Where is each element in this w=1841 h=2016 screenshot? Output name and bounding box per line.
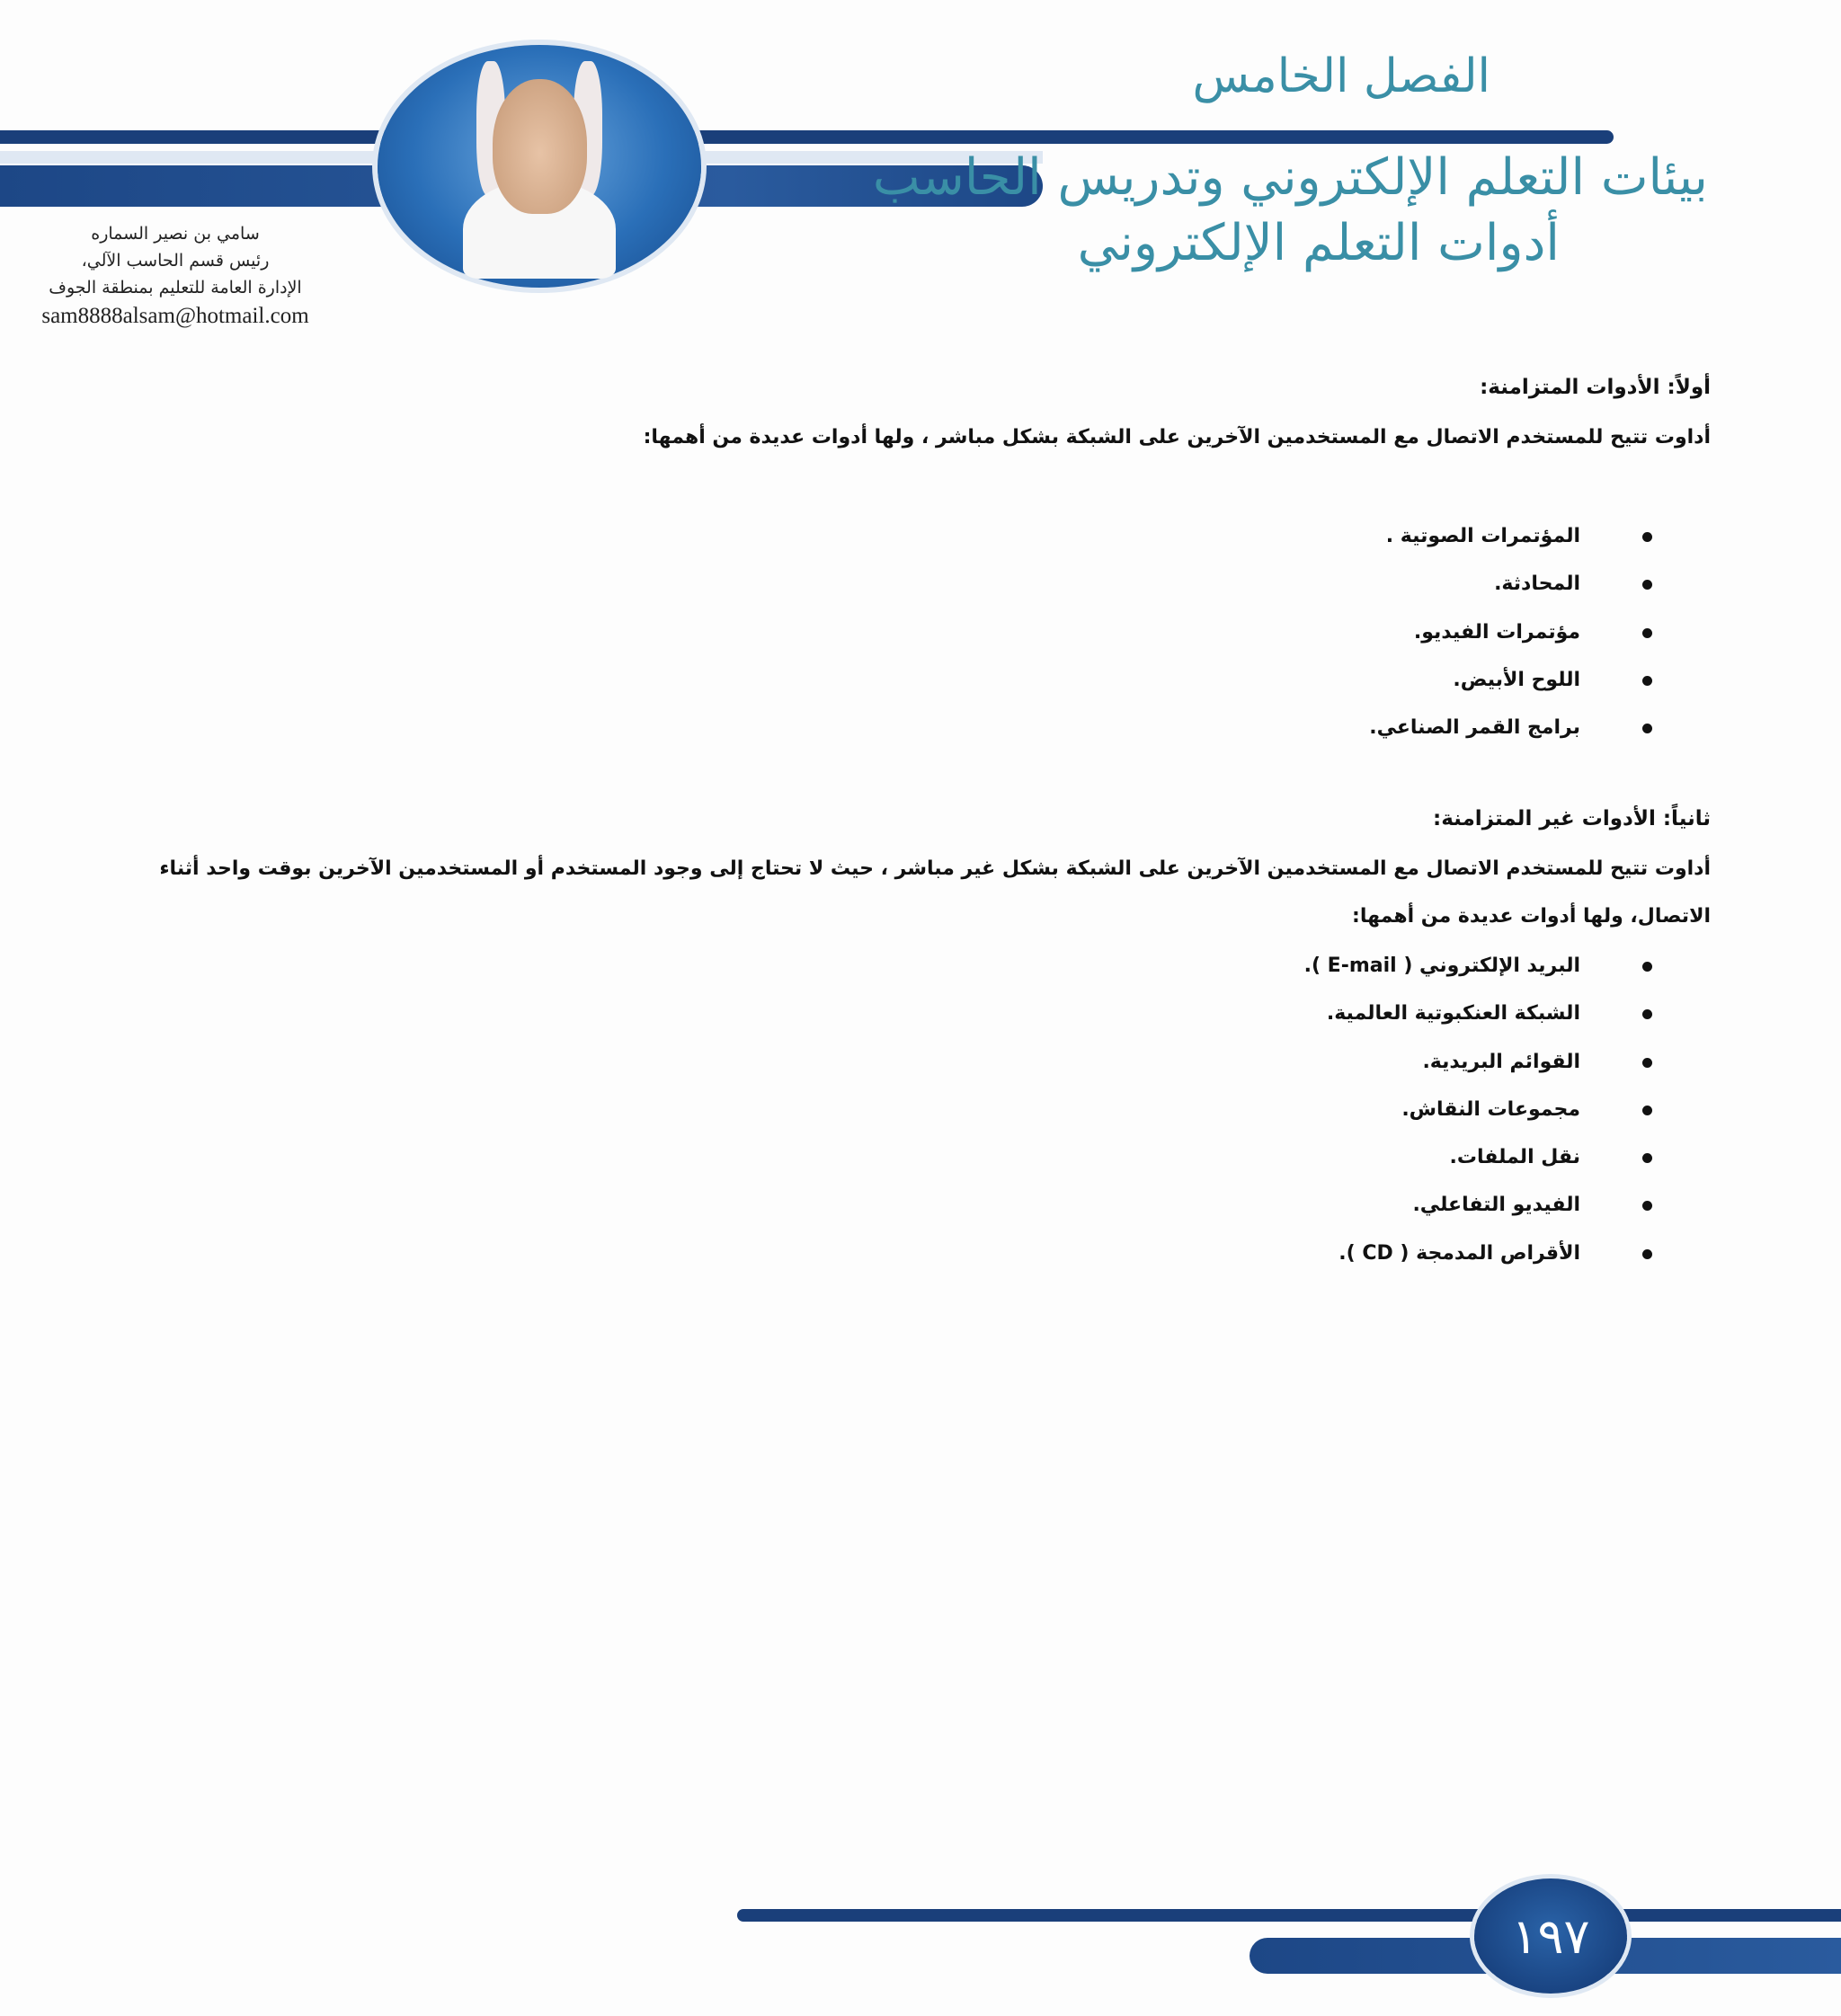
- portrait-face: [493, 79, 587, 214]
- section1-heading: أولاً: الأدوات المتزامنة:: [1480, 376, 1711, 399]
- list-item: القوائم البريدية.: [1304, 1038, 1652, 1086]
- list-item: الفيديو التفاعلي.: [1304, 1181, 1652, 1229]
- author-position: رئيس قسم الحاسب الآلي،: [81, 251, 270, 271]
- list-item: برامج القمر الصناعي.: [1369, 704, 1652, 751]
- list-item: الأقراص المدمجة ( CD ).: [1304, 1230, 1652, 1277]
- section2-heading: ثانياً: الأدوات غير المتزامنة:: [1433, 807, 1711, 830]
- section1-list: [1369, 512, 1652, 751]
- author-email: sam8888alsam@hotmail.com: [41, 304, 309, 328]
- page-number: ١٩٧: [1511, 1907, 1590, 1965]
- section2-description-line1: أداوت تتيح للمستخدم الاتصال مع المستخدمين الآخرين على الشبكة بشكل غير مباشر ، حيث لا تحتاج إلى وجود المستخدم أو المستخدمين الآخرين بوقت واحد أثناء: [159, 857, 1711, 880]
- section2-description-line2: الاتصال، ولها أدوات عديدة من أهمها:: [1352, 905, 1711, 928]
- section1-description: أداوت تتيح للمستخدم الاتصال مع المستخدمين الآخرين على الشبكة بشكل مباشر ، ولها أدوات عديدة من أهمها:: [643, 426, 1711, 448]
- list-item: مؤتمرات الفيديو.: [1369, 608, 1652, 656]
- list-item: البريد الإلكتروني ( E-mail ).: [1304, 942, 1652, 990]
- list-item: اللوح الأبيض.: [1369, 656, 1652, 704]
- author-info: [36, 220, 315, 330]
- footer-line: [737, 1909, 1841, 1922]
- list-item: الشبكة العنكبوتية العالمية.: [1304, 990, 1652, 1037]
- author-organization: الإدارة العامة للتعليم بمنطقة الجوف: [49, 278, 302, 298]
- page-number-badge: [1474, 1878, 1627, 1994]
- page-title-line2: أدوات التعلم الإلكتروني: [1077, 214, 1560, 272]
- list-item: المحادثة.: [1369, 560, 1652, 608]
- header-top-line: [0, 130, 1614, 144]
- author-name: سامي بن نصير السماره: [91, 224, 260, 244]
- list-item: نقل الملفات.: [1304, 1133, 1652, 1181]
- author-portrait: [378, 45, 701, 288]
- section2-list: [1304, 942, 1652, 1277]
- chapter-title: الفصل الخامس: [1192, 49, 1490, 103]
- page-title-line1: بيئات التعلم الإلكتروني وتدريس الحاسب: [872, 148, 1708, 207]
- list-item: مجموعات النقاش.: [1304, 1086, 1652, 1133]
- list-item: المؤتمرات الصوتية .: [1369, 512, 1652, 560]
